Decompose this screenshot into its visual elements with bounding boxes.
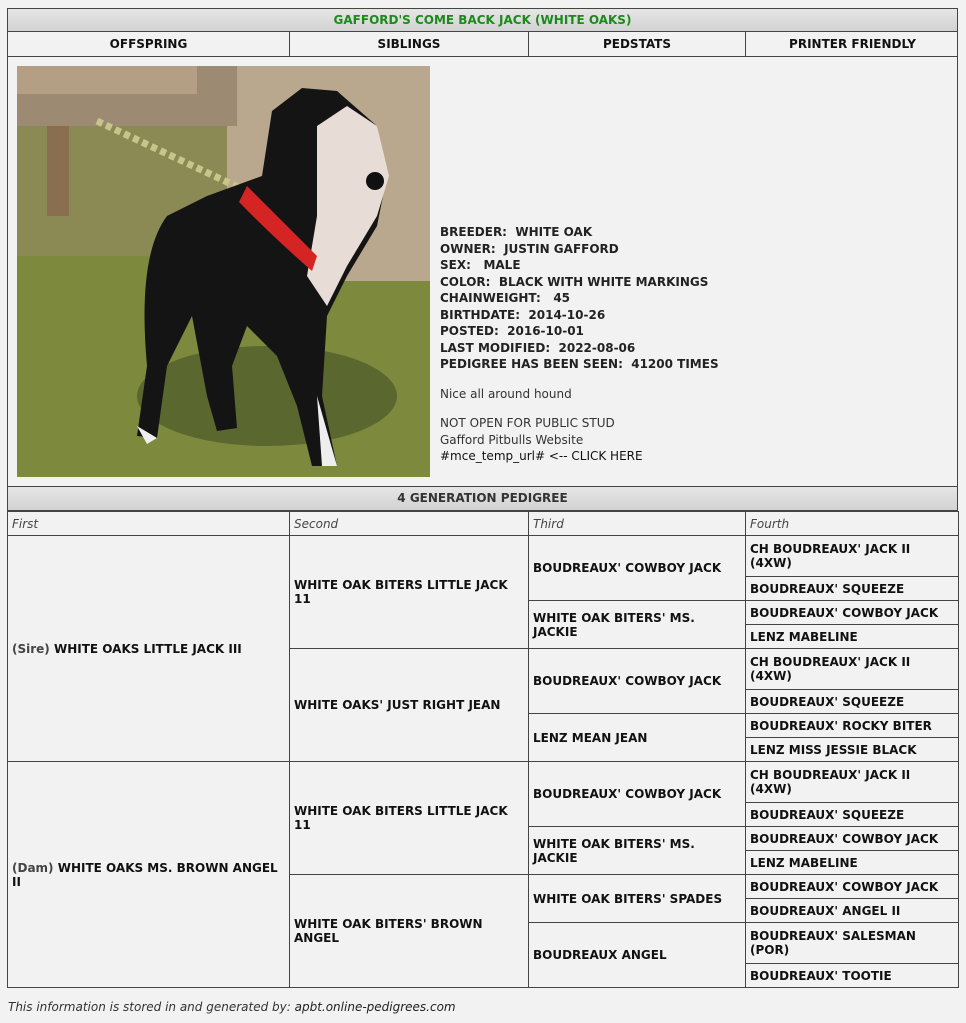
fourth-gen-8[interactable]: LENZ MISS JESSIE BLACK bbox=[746, 738, 959, 762]
stud-info bbox=[440, 415, 719, 465]
seen-count-row: PEDIGREE HAS BEEN SEEN: 41200 TIMES bbox=[440, 357, 719, 371]
fourth-gen-13[interactable]: BOUDREAUX' COWBOY JACK bbox=[746, 875, 959, 899]
third-gen-7[interactable]: WHITE OAK BITERS' SPADES bbox=[529, 875, 746, 923]
dog-photo bbox=[17, 66, 430, 477]
fourth-gen-5[interactable]: CH BOUDREAUX' JACK II (4XW) bbox=[746, 649, 959, 690]
sire-cell[interactable]: (Sire) WHITE OAKS LITTLE JACK III bbox=[8, 536, 290, 762]
fourth-gen-14[interactable]: BOUDREAUX' ANGEL II bbox=[746, 899, 959, 923]
third-gen-6[interactable]: WHITE OAK BITERS' MS. JACKIE bbox=[529, 827, 746, 875]
stud-status: NOT OPEN FOR PUBLIC STUD bbox=[440, 416, 615, 430]
third-gen-8[interactable]: BOUDREAUX ANGEL bbox=[529, 923, 746, 988]
fourth-gen-1[interactable]: CH BOUDREAUX' JACK II (4XW) bbox=[746, 536, 959, 577]
dog-details bbox=[440, 224, 719, 465]
fourth-gen-12[interactable]: LENZ MABELINE bbox=[746, 851, 959, 875]
pedigree-heading: 4 GENERATION PEDIGREE bbox=[7, 487, 958, 511]
chainweight-row: CHAINWEIGHT: 45 bbox=[440, 291, 571, 305]
second-gen-2[interactable]: WHITE OAKS' JUST RIGHT JEAN bbox=[290, 649, 529, 762]
col-second: Second bbox=[290, 512, 529, 536]
third-gen-2[interactable]: WHITE OAK BITERS' MS. JACKIE bbox=[529, 601, 746, 649]
nav-tabs bbox=[7, 32, 958, 57]
fourth-gen-4[interactable]: LENZ MABELINE bbox=[746, 625, 959, 649]
tab-offspring[interactable]: OFFSPRING bbox=[8, 32, 290, 56]
second-gen-4[interactable]: WHITE OAK BITERS' BROWN ANGEL bbox=[290, 875, 529, 988]
pedigree-page bbox=[7, 8, 958, 988]
fourth-gen-3[interactable]: BOUDREAUX' COWBOY JACK bbox=[746, 601, 959, 625]
third-gen-5[interactable]: BOUDREAUX' COWBOY JACK bbox=[529, 762, 746, 827]
col-fourth: Fourth bbox=[746, 512, 959, 536]
fourth-gen-6[interactable]: BOUDREAUX' SQUEEZE bbox=[746, 690, 959, 714]
second-gen-3[interactable]: WHITE OAK BITERS LITTLE JACK 11 bbox=[290, 762, 529, 875]
third-gen-1[interactable]: BOUDREAUX' COWBOY JACK bbox=[529, 536, 746, 601]
tab-printer-friendly[interactable]: PRINTER FRIENDLY bbox=[789, 37, 916, 51]
fourth-gen-15[interactable]: BOUDREAUX' SALESMAN (POR) bbox=[746, 923, 959, 964]
fourth-gen-9[interactable]: CH BOUDREAUX' JACK II (4XW) bbox=[746, 762, 959, 803]
dog-note: Nice all around hound bbox=[440, 386, 572, 401]
posted-row: POSTED: 2016-10-01 bbox=[440, 324, 584, 338]
tab-siblings[interactable]: SIBLINGS bbox=[290, 32, 529, 56]
col-first: First bbox=[8, 512, 290, 536]
owner-row: OWNER: JUSTIN GAFFORD bbox=[440, 241, 619, 256]
breeder-row: BREEDER: WHITE OAK bbox=[440, 225, 593, 239]
footer-site-link[interactable]: apbt.online-pedigrees.com bbox=[294, 1000, 456, 1014]
sex-row: SEX: MALE bbox=[440, 258, 521, 272]
dam-cell[interactable]: (Dam) WHITE OAKS MS. BROWN ANGEL II bbox=[8, 762, 290, 988]
tab-pedstats[interactable]: PEDSTATS bbox=[529, 32, 746, 56]
fourth-gen-2[interactable]: BOUDREAUX' SQUEEZE bbox=[746, 577, 959, 601]
footer: This information is stored in and generated by: apbt.online-pedigrees.com bbox=[8, 1000, 456, 1014]
pedigree-table bbox=[7, 511, 959, 988]
last-modified-row: LAST MODIFIED: 2022-08-06 bbox=[440, 340, 636, 355]
color-row: COLOR: BLACK WITH WHITE MARKINGS bbox=[440, 274, 709, 289]
second-gen-1[interactable]: WHITE OAK BITERS LITTLE JACK 11 bbox=[290, 536, 529, 649]
page-title: GAFFORD'S COME BACK JACK (WHITE OAKS) bbox=[7, 8, 958, 32]
website-link[interactable]: Gafford Pitbulls Website bbox=[440, 432, 584, 447]
third-gen-4[interactable]: LENZ MEAN JEAN bbox=[529, 714, 746, 762]
birthdate-row: BIRTHDATE: 2014-10-26 bbox=[440, 307, 606, 322]
third-gen-3[interactable]: BOUDREAUX' COWBOY JACK bbox=[529, 649, 746, 714]
fourth-gen-16[interactable]: BOUDREAUX' TOOTIE bbox=[746, 964, 959, 988]
dog-info-panel bbox=[7, 57, 958, 487]
col-third: Third bbox=[529, 512, 746, 536]
fourth-gen-11[interactable]: BOUDREAUX' COWBOY JACK bbox=[746, 827, 959, 851]
fourth-gen-7[interactable]: BOUDREAUX' ROCKY BITER bbox=[746, 714, 959, 738]
click-here-link[interactable]: #mce_temp_url# <-- CLICK HERE bbox=[440, 449, 643, 463]
fourth-gen-10[interactable]: BOUDREAUX' SQUEEZE bbox=[746, 803, 959, 827]
